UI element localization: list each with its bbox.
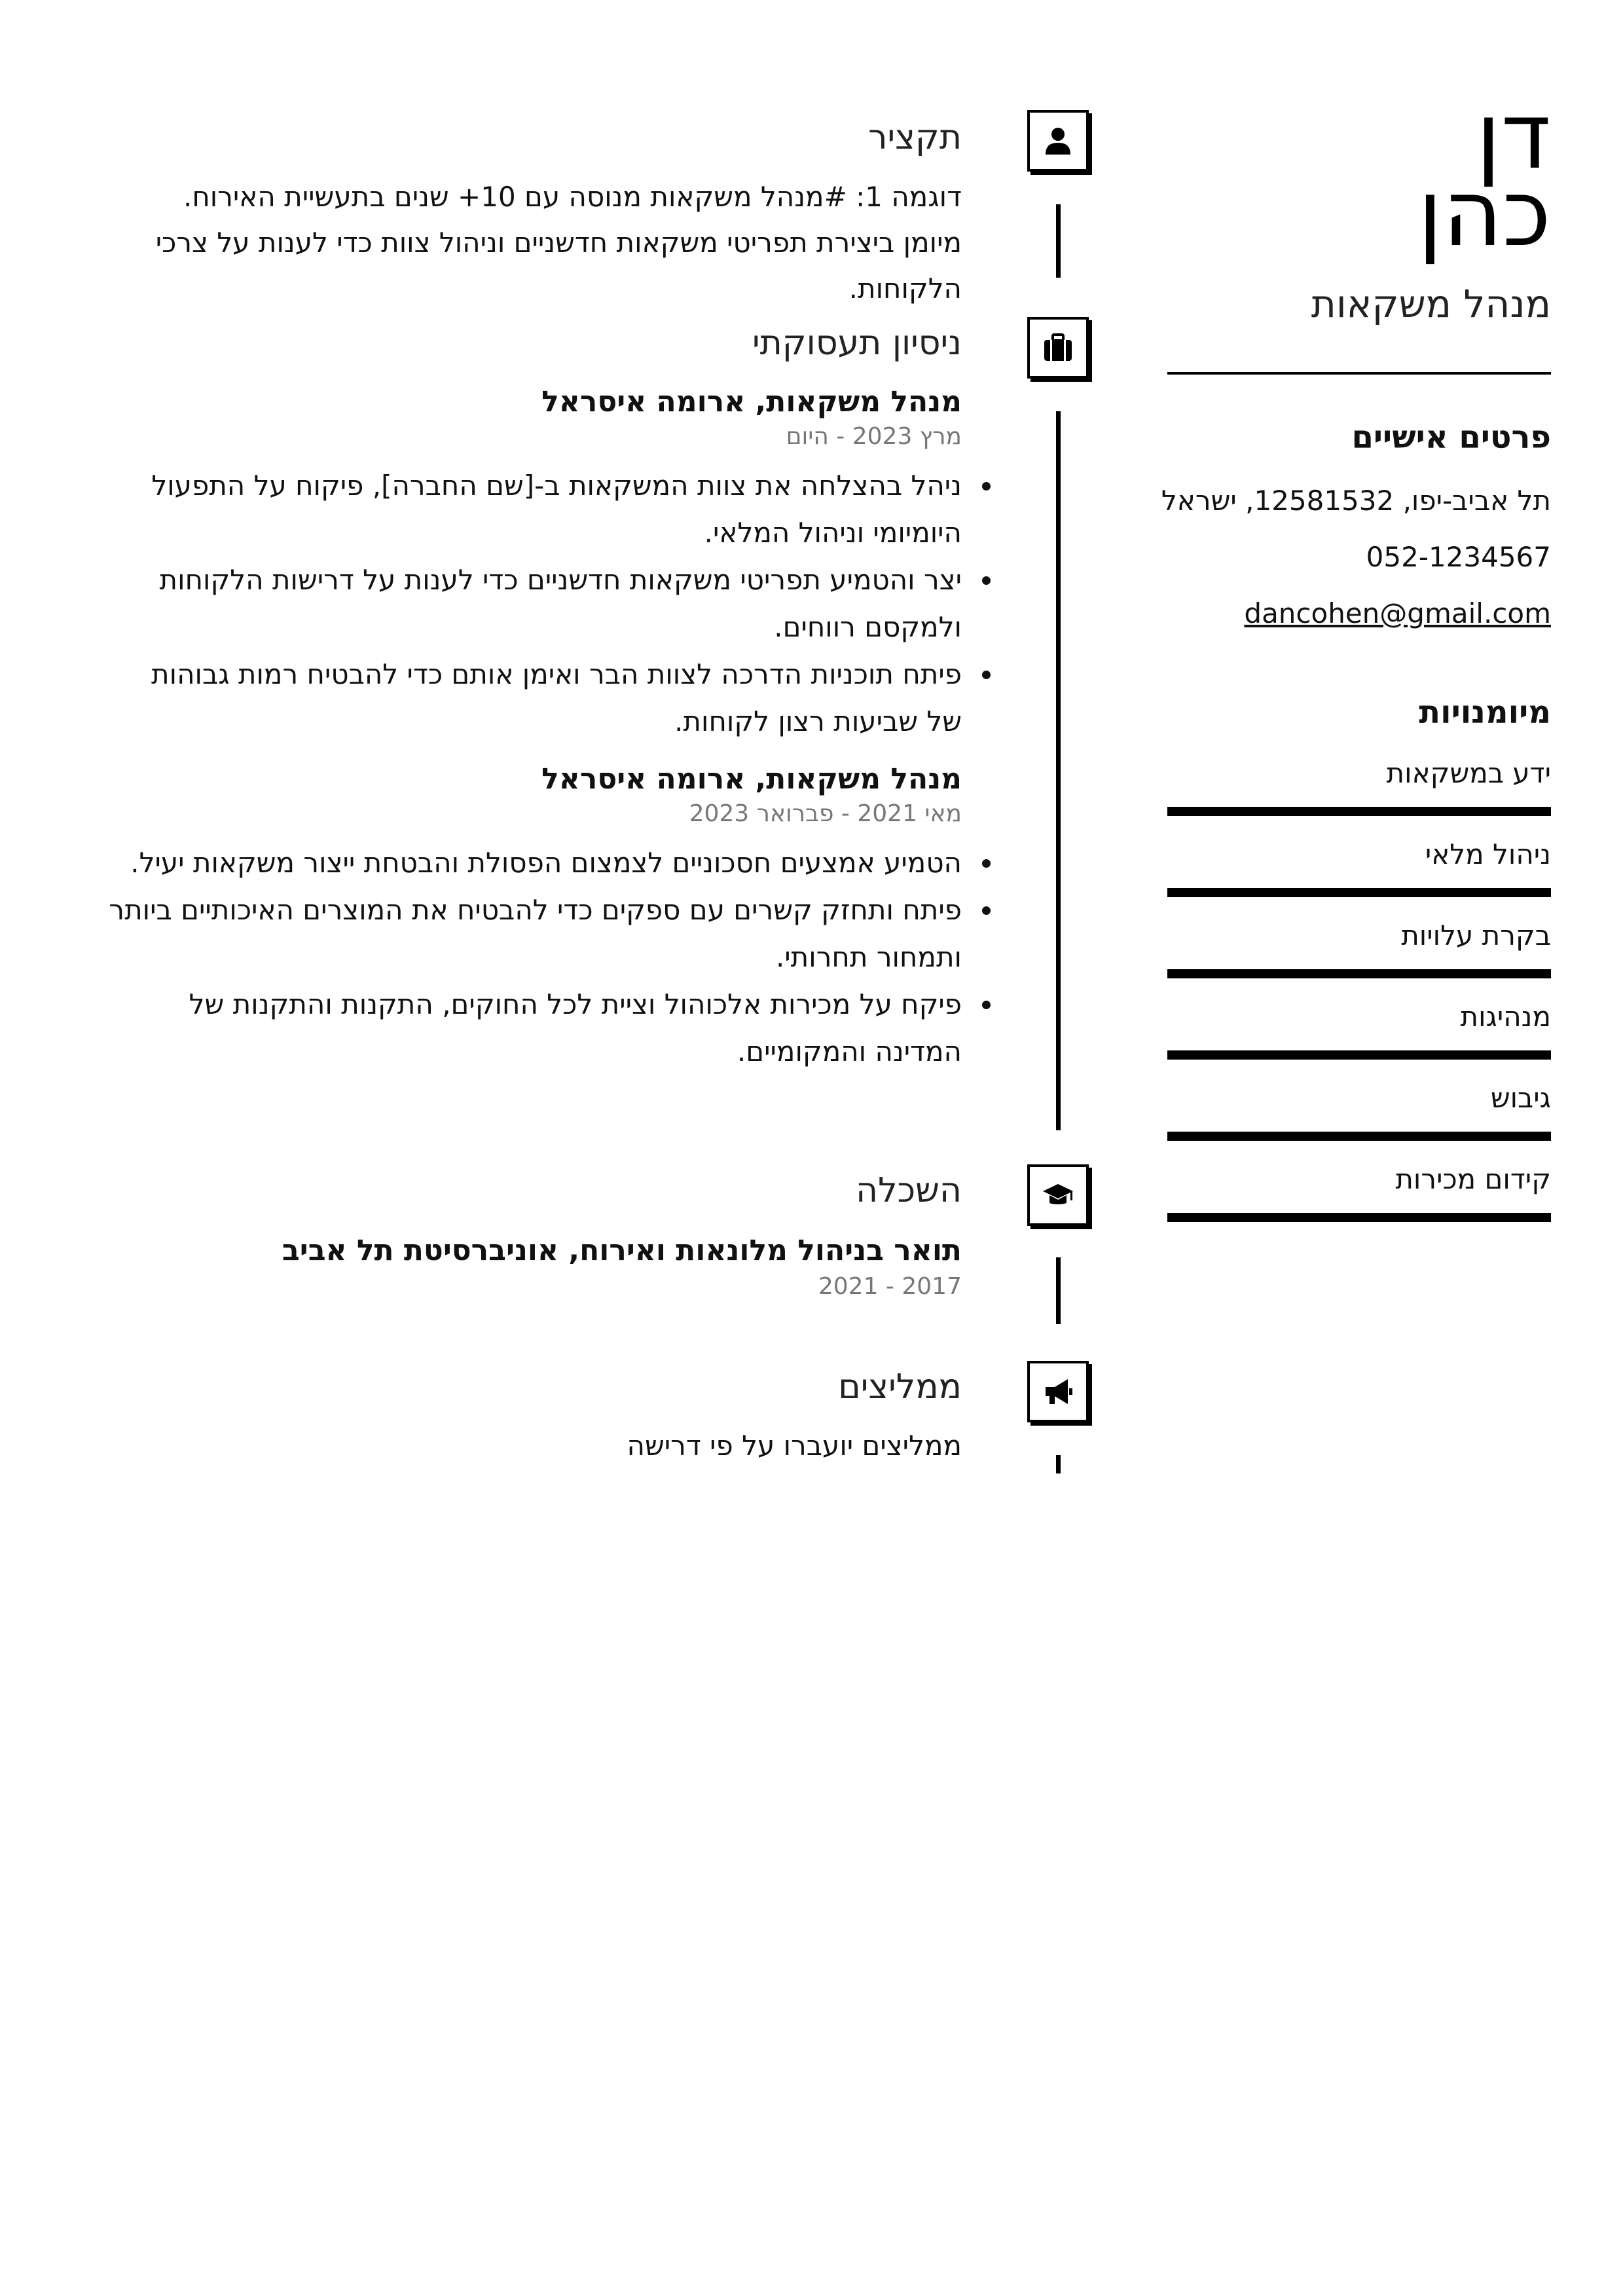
job-heading: מנהל משקאות, ארומה איסראל [541, 385, 962, 418]
graduation-cap-icon [1042, 1179, 1074, 1212]
skill-item [1167, 1159, 1551, 1240]
skill-level-bar [1167, 969, 1551, 978]
skill-level-bar [1167, 1213, 1551, 1222]
job-bullets [104, 840, 962, 1075]
skill-name: קידום מכירות [1395, 1163, 1551, 1195]
skill-item [1167, 753, 1551, 834]
timeline-segment [1056, 411, 1061, 1130]
skill-level-fill [1167, 807, 1551, 816]
email-link[interactable]: dancohen@gmail.com [1244, 597, 1551, 629]
job-bullet: ניהל בהצלחה את צוות המשקאות ב-[שם החברה], פיקוח על התפעול היומיומי וניהול המלאי. [130, 462, 962, 557]
references-section-icon [1027, 1361, 1089, 1422]
address: תל אביב-יפו, 12581532, ישראל [1161, 485, 1551, 517]
briefcase-icon [1042, 331, 1074, 364]
education-heading: תואר בניהול מלונאות ואירוח, אוניברסיטת תל אביב [282, 1234, 962, 1267]
job-bullet: יצר והטמיע תפריטי משקאות חדשניים כדי לענות על דרישות הלקוחות ולמקסם רווחים. [130, 557, 962, 651]
job-heading: מנהל משקאות, ארומה איסראל [541, 762, 962, 796]
summary-text: דוגמה 1: #מנהל משקאות מנוסה עם 10+ שנים בתעשיית האירוח. מיומן ביצירת תפריטי משקאות חדשניים וניהול צוות כדי לענות על צרכי הלקוחות. [155, 181, 962, 305]
candidate-job-title: מנהל משקאות [1311, 282, 1551, 326]
timeline-segment [1056, 1257, 1061, 1324]
skill-level-fill [1167, 969, 1551, 978]
skill-name: גיבוש [1490, 1082, 1551, 1114]
skill-level-bar [1167, 1132, 1551, 1141]
summary-section-icon [1027, 110, 1089, 172]
skill-level-fill [1167, 888, 1551, 897]
skill-item [1167, 997, 1551, 1078]
skills-heading: מיומנויות [1419, 694, 1551, 731]
timeline-segment [1056, 204, 1061, 278]
skill-item [1167, 916, 1551, 997]
skill-level-fill [1167, 1213, 1551, 1222]
skill-name: בקרת עלויות [1401, 919, 1551, 952]
experience-section-icon [1027, 317, 1089, 379]
references-title: ממליצים [838, 1367, 962, 1407]
skill-name: מנהיגות [1460, 1001, 1551, 1033]
skill-item [1167, 834, 1551, 916]
job-bullets [130, 462, 962, 745]
personal-details-heading: פרטים אישיים [1351, 419, 1551, 456]
skill-level-fill [1167, 1050, 1551, 1060]
megaphone-icon [1042, 1375, 1074, 1408]
skill-level-bar [1167, 888, 1551, 897]
skill-item [1167, 1078, 1551, 1159]
last-name: כהן [1417, 160, 1551, 267]
education-section-icon [1027, 1164, 1089, 1226]
skill-level-bar [1167, 1050, 1551, 1060]
header-divider [1167, 372, 1551, 375]
phone: 052-1234567 [1366, 541, 1551, 573]
education-dates: 2017 - 2021 [818, 1273, 962, 1300]
experience-title: ניסיון תעסוקתי [752, 324, 962, 363]
job-bullet: הטמיע אמצעים חסכוניים לצמצום הפסולת והבטחת ייצור משקאות יעיל. [104, 840, 962, 887]
job-bullet: פיקח על מכירות אלכוהול וציית לכל החוקים, התקנות והתקנות של המדינה והמקומיים. [104, 981, 962, 1075]
job-dates: מאי 2021 - פברואר 2023 [689, 800, 962, 827]
references-text: ממליצים יועברו על פי דרישה [627, 1430, 962, 1462]
skills-list [1167, 753, 1551, 1240]
candidate-name [1093, 83, 1551, 267]
skill-level-fill [1167, 1132, 1551, 1141]
job-bullet: פיתח ותחזק קשרים עם ספקים כדי להבטיח את המוצרים האיכותיים ביותר ותמחור תחרותי. [104, 887, 962, 981]
first-name: דן [1476, 83, 1551, 190]
job-dates: מרץ 2023 - היום [786, 423, 962, 450]
skill-name: ניהול מלאי [1425, 838, 1551, 870]
skill-name: ידע במשקאות [1386, 757, 1551, 789]
summary-title: תקציר [868, 118, 962, 157]
job-bullet: פיתח תוכניות הדרכה לצוות הבר ואימן אותם כדי להבטיח רמות גבוהות של שביעות רצון לקוחות. [130, 651, 962, 745]
skill-level-bar [1167, 807, 1551, 816]
timeline-segment [1056, 1455, 1061, 1473]
education-title: השכלה [856, 1171, 962, 1210]
user-icon [1042, 124, 1074, 157]
